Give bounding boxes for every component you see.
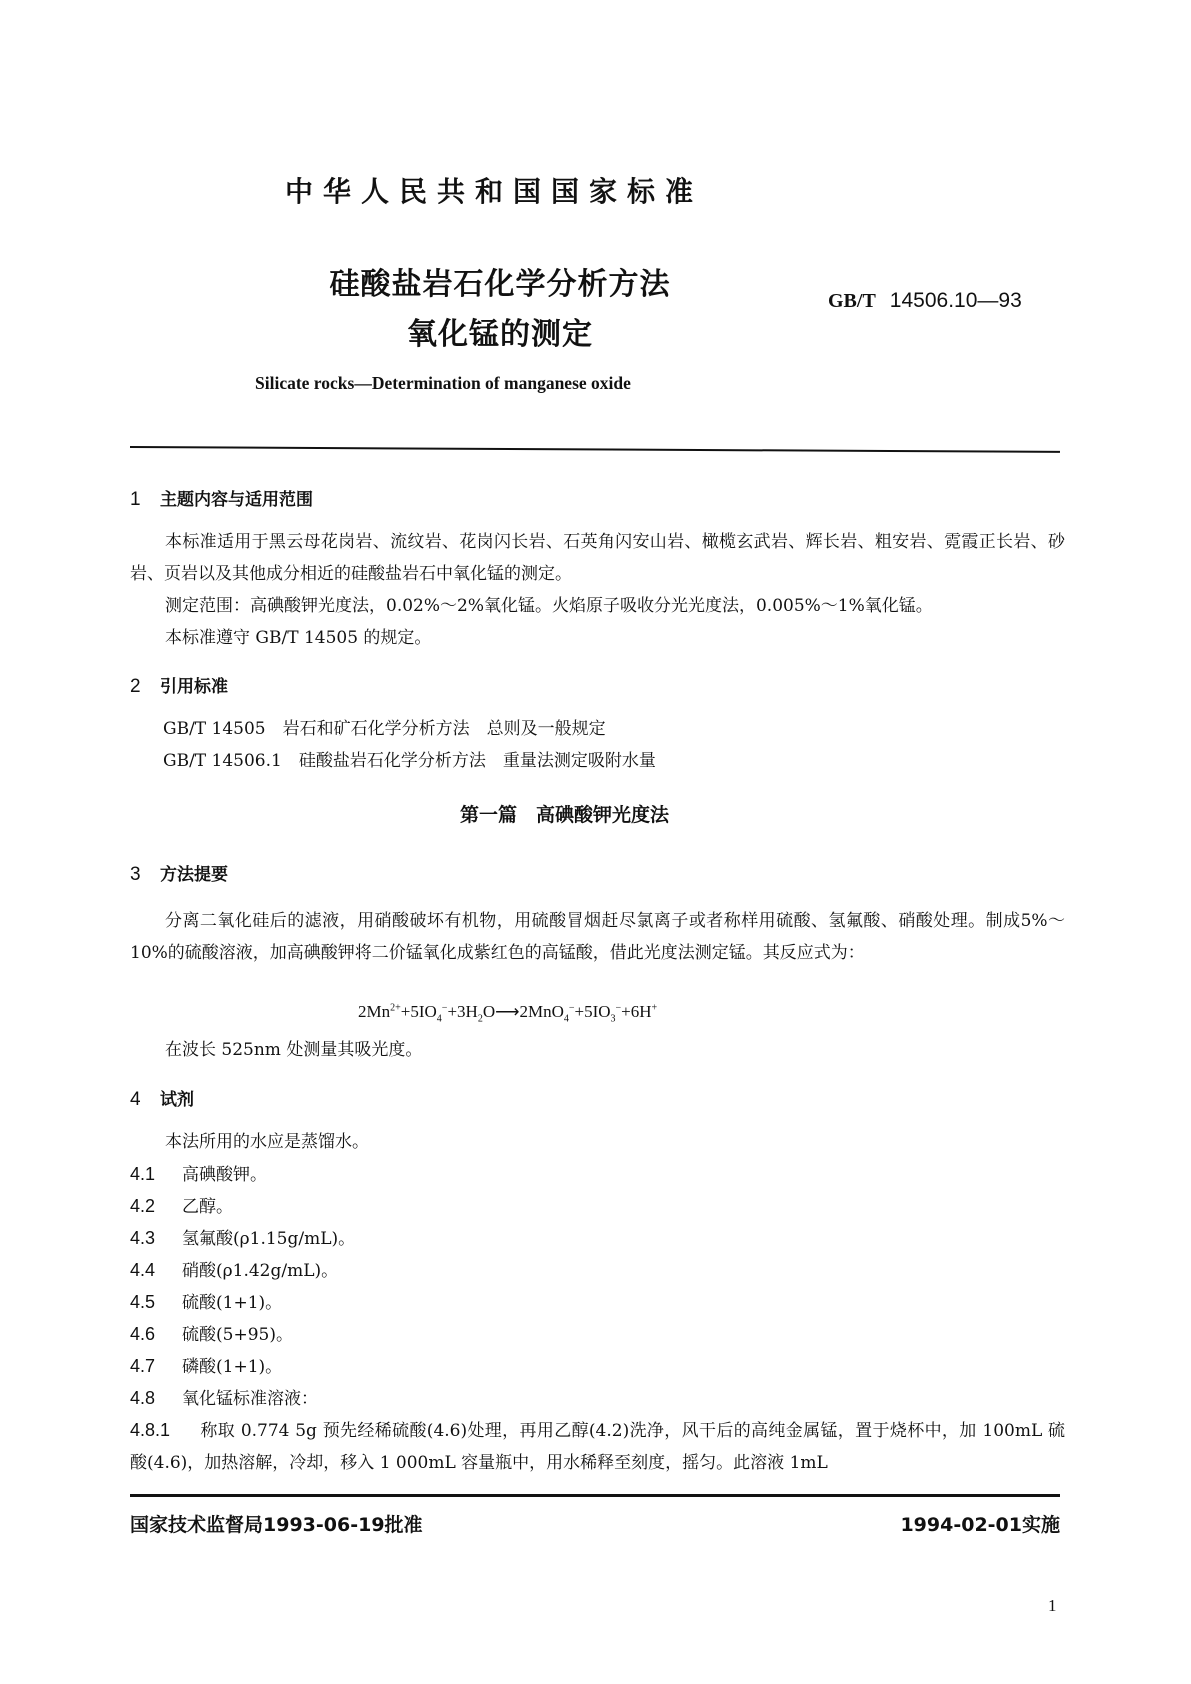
reagent-item-4-8-1 bbox=[130, 1414, 1065, 1479]
reaction-equation bbox=[358, 1002, 657, 1024]
equation-superscript: + bbox=[651, 1002, 658, 1014]
equation-subscript: 4 bbox=[563, 1013, 569, 1025]
reagent-item bbox=[130, 1318, 293, 1351]
reagent-item bbox=[130, 1286, 282, 1319]
standard-number bbox=[828, 288, 1022, 313]
equation-term: 2Mn bbox=[358, 1002, 391, 1021]
section-3-paragraph-2: 在波长 525nm 处测量其吸光度。 bbox=[165, 1040, 423, 1060]
title-line-2: 氧化锰的测定 bbox=[407, 317, 593, 352]
item-text: 硫酸(5+95)。 bbox=[182, 1325, 293, 1345]
section-title: 方法提要 bbox=[160, 865, 228, 885]
item-number: 4.4 bbox=[130, 1260, 156, 1280]
item-text: 氧化锰标准溶液： bbox=[182, 1389, 318, 1409]
equation-subscript: 2 bbox=[477, 1013, 483, 1025]
item-text: 高碘酸钾。 bbox=[182, 1165, 267, 1185]
section-number: 3 bbox=[130, 864, 141, 885]
item-text: 磷酸(1+1)。 bbox=[182, 1357, 283, 1377]
section-number: 4 bbox=[130, 1089, 141, 1110]
approval-date: 国家技术监督局1993-06-19批准 bbox=[130, 1514, 423, 1536]
equation-subscript: 4 bbox=[436, 1013, 442, 1025]
section-3-heading bbox=[130, 860, 228, 886]
section-number: 2 bbox=[130, 676, 141, 697]
section-title: 试剂 bbox=[160, 1090, 194, 1110]
section-title: 主题内容与适用范围 bbox=[160, 490, 313, 510]
equation-term: +5IO bbox=[574, 1002, 611, 1021]
item-number: 4.2 bbox=[130, 1196, 156, 1216]
equation-term: +5IO bbox=[400, 1002, 437, 1021]
title-line-1: 硅酸盐岩石化学分析方法 bbox=[329, 267, 671, 302]
item-number: 4.8 bbox=[130, 1388, 156, 1408]
section-title: 引用标准 bbox=[160, 677, 228, 697]
reagent-item bbox=[130, 1190, 233, 1223]
equation-subscript: 3 bbox=[610, 1013, 616, 1025]
reagent-item bbox=[130, 1350, 282, 1383]
equation-term: +6H bbox=[621, 1002, 652, 1021]
item-text: 乙醇。 bbox=[182, 1197, 233, 1217]
section-2-heading bbox=[130, 672, 228, 698]
document-title bbox=[290, 260, 710, 360]
section-1-paragraph-3: 本标准遵守 GB/T 14505 的规定。 bbox=[165, 628, 432, 648]
item-text: 硫酸(1+1)。 bbox=[182, 1293, 283, 1313]
header-divider bbox=[130, 446, 1060, 453]
section-1-paragraph-2: 测定范围：高碘酸钾光度法，0.02%～2%氧化锰。火焰原子吸收分光光度法，0.005%～1%氧化锰。 bbox=[165, 596, 933, 616]
reference-item: GB/T 14506.1 硅酸盐岩石化学分析方法 重量法测定吸附水量 bbox=[163, 751, 656, 771]
item-number: 4.3 bbox=[130, 1228, 156, 1248]
section-1-heading bbox=[130, 485, 313, 511]
footer-divider bbox=[130, 1494, 1060, 1497]
item-number: 4.8.1 bbox=[130, 1420, 171, 1440]
reagent-item bbox=[130, 1158, 267, 1191]
item-number: 4.7 bbox=[130, 1356, 156, 1376]
section-4-intro: 本法所用的水应是蒸馏水。 bbox=[165, 1132, 369, 1152]
standard-code: 14506.10—93 bbox=[889, 289, 1022, 312]
equation-superscript: − bbox=[615, 1002, 622, 1014]
section-4-heading bbox=[130, 1085, 194, 1111]
item-number: 4.5 bbox=[130, 1292, 156, 1312]
section-1-paragraph-1: 本标准适用于黑云母花岗岩、流纹岩、花岗闪长岩、石英角闪安山岩、橄榄玄武岩、辉长岩、粗安岩、霓霞正长岩、砂岩、页岩以及其他成分相近的硅酸盐岩石中氧化锰的测定。 bbox=[130, 532, 1065, 584]
equation-superscript: 2+ bbox=[390, 1002, 401, 1014]
english-title: Silicate rocks—Determination of manganese oxide bbox=[255, 373, 631, 393]
equation-term: +3H bbox=[447, 1002, 478, 1021]
standard-prefix: GB/T bbox=[828, 290, 876, 312]
item-number: 4.6 bbox=[130, 1324, 156, 1344]
reagent-item bbox=[130, 1222, 355, 1255]
item-number: 4.1 bbox=[130, 1164, 156, 1184]
effective-date: 1994-02-01实施 bbox=[900, 1514, 1060, 1536]
reference-item: GB/T 14505 岩石和矿石化学分析方法 总则及一般规定 bbox=[163, 719, 606, 739]
national-standard-heading: 中华人民共和国国家标准 bbox=[285, 175, 704, 208]
item-text: 氢氟酸(ρ1.15g/mL)。 bbox=[182, 1229, 356, 1249]
equation-superscript: − bbox=[441, 1002, 448, 1014]
reagent-item bbox=[130, 1382, 318, 1415]
item-text: 硝酸(ρ1.42g/mL)。 bbox=[182, 1261, 339, 1281]
part-title: 第一篇 高碘酸钾光度法 bbox=[460, 804, 670, 826]
section-3-paragraph-1: 分离二氧化硅后的滤液，用硝酸破坏有机物，用硫酸冒烟赶尽氯离子或者称样用硫酸、氢氟酸、硝酸处理。制成5%～10%的硫酸溶液，加高碘酸钾将二价锰氧化成紫红色的高锰酸，借此光度法测定锰。其反应式为： bbox=[130, 911, 1065, 963]
reagent-item bbox=[130, 1254, 338, 1287]
equation-term: O⟶2MnO bbox=[482, 1002, 564, 1021]
equation-superscript: − bbox=[568, 1002, 575, 1014]
page-number: 1 bbox=[1048, 1596, 1057, 1615]
section-number: 1 bbox=[130, 489, 141, 510]
item-text: 称取 0.774 5g 预先经稀硫酸(4.6)处理，再用乙醇(4.2)洗净，风干后的高纯金属锰，置于烧杯中，加 100mL 硫酸(4.6)，加热溶解，冷却，移入 1 000mL 容量瓶中，用水稀释至刻度，摇匀。此溶液 1mL bbox=[130, 1421, 1065, 1473]
